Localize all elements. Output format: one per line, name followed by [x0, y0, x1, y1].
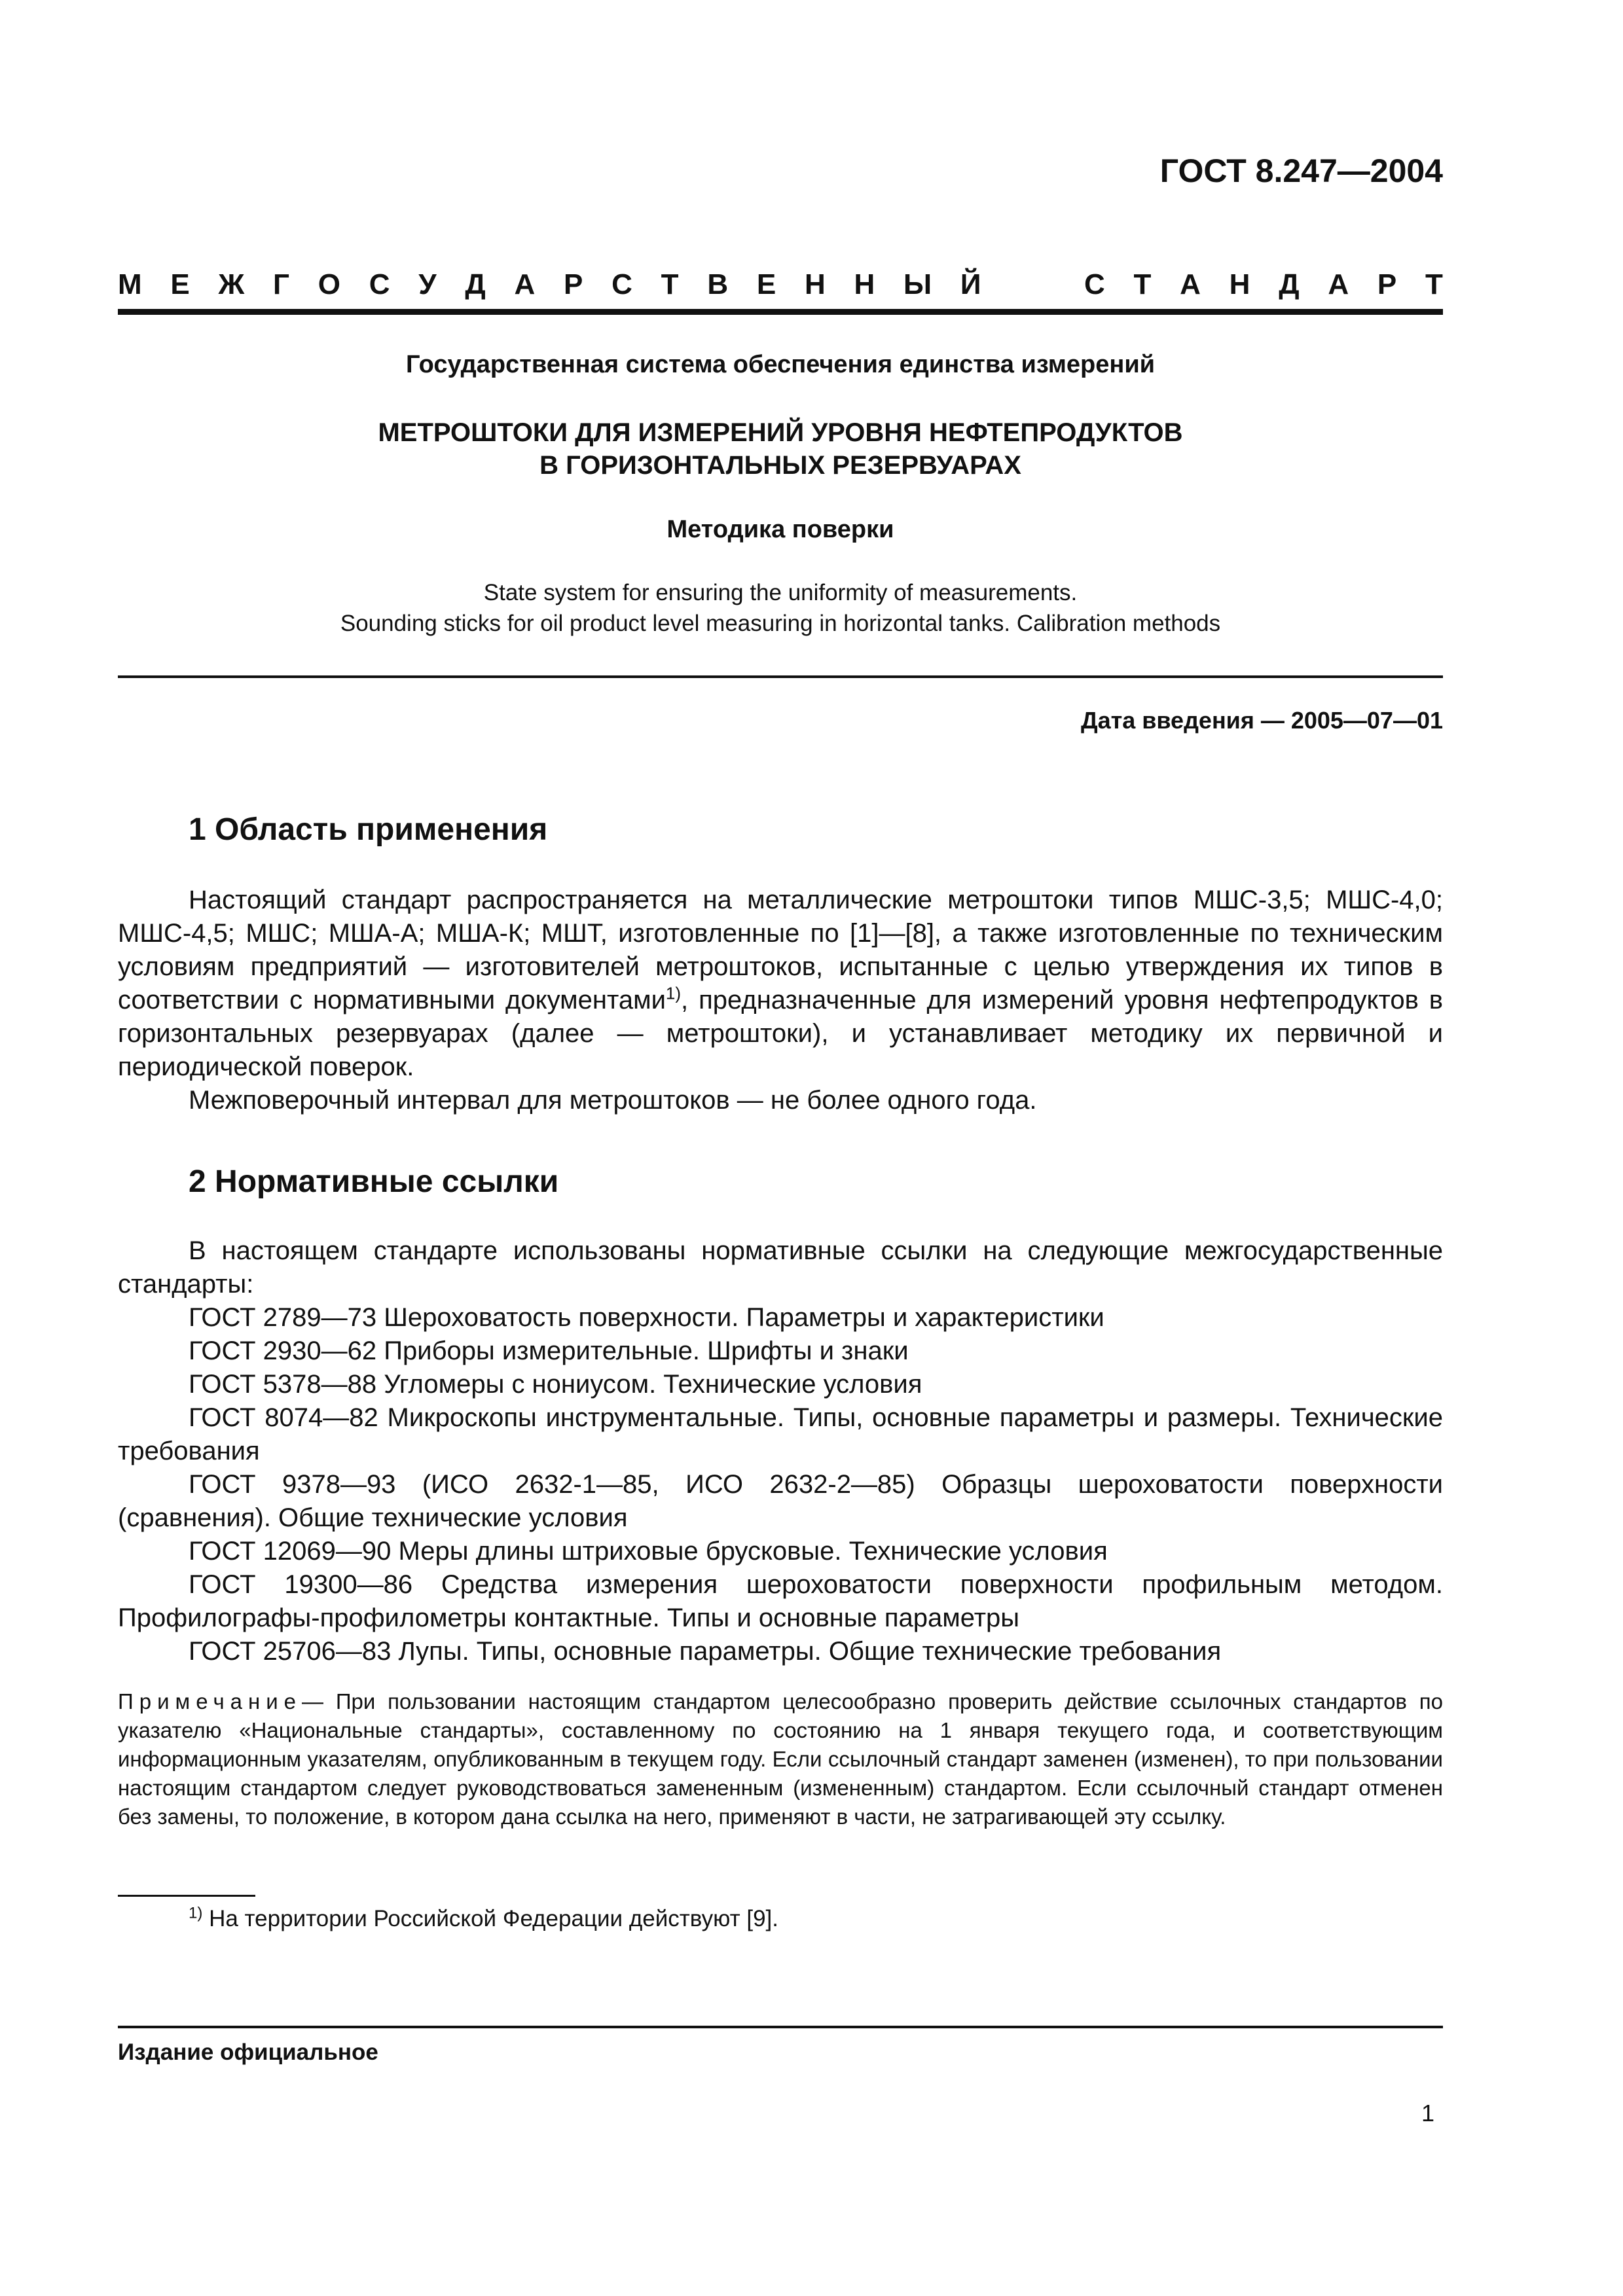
- banner-letter: А: [1180, 268, 1201, 300]
- banner-letter: С: [611, 268, 632, 300]
- reference-item: ГОСТ 19300—86 Средства измерения шероховатости поверхности профильным методом. Профилографы-профилометры контактные. Типы и основные параметры: [118, 1570, 1443, 1632]
- reference-item: ГОСТ 8074—82 Микроскопы инструментальные. Типы, основные параметры и размеры. Технические требования: [118, 1403, 1443, 1465]
- document-title: [118, 416, 1443, 482]
- banner-letter: Е: [170, 268, 190, 300]
- banner-letter: Р: [1377, 268, 1397, 300]
- footnote-text: На территории Российской Федерации действуют [9].: [202, 1906, 778, 1931]
- banner-letter: А: [1328, 268, 1349, 300]
- reference-item: ГОСТ 2789—73 Шероховатость поверхности. Параметры и характеристики: [189, 1303, 1104, 1332]
- paragraph: Межповерочный интервал для метроштоков — не более одного года.: [189, 1086, 1037, 1115]
- title-divider: [118, 675, 1443, 678]
- english-title-line: Sounding sticks for oil product level measuring in horizontal tanks. Calibration methods: [340, 611, 1221, 636]
- footnote: [189, 1905, 778, 1933]
- banner-letter: Н: [804, 268, 826, 300]
- banner-letter: Г: [273, 268, 289, 300]
- banner-word-gap: [1010, 268, 1055, 301]
- note-label: Примечание: [118, 1689, 302, 1713]
- note: [118, 1687, 1443, 1831]
- banner-letter: Н: [854, 268, 875, 300]
- paragraph: Настоящий стандарт распространяется на металлические метроштоки типов МШС-3,5; МШС-4,0; МШС-4,5; МШС; МША-А; МША-К; МШТ, изготовленные по [1]—[8], а также изготовленные по техническим условиям предприятий — изготовителей метроштоков, испытанные с целью утверждения их типов в соответствии с нормативными документами$^{1)}$, предназначенные для измерений уровня нефтепродуктов в горизонтальных резервуарах (далее — метроштоки), и устанавливает методику их первичной и периодической поверок.: [118, 886, 1443, 1081]
- section-heading: 2 Нормативные ссылки: [189, 1164, 559, 1199]
- banner-letter: Е: [756, 268, 776, 300]
- introduction-date: Дата введения — 2005—07—01: [1080, 707, 1443, 734]
- reference-item: ГОСТ 2930—62 Приборы измерительные. Шрифты и знаки: [189, 1336, 909, 1365]
- section-heading: 1 Область применения: [189, 812, 548, 847]
- banner-letter: А: [514, 268, 536, 300]
- header-divider: [118, 309, 1443, 315]
- gost-number: ГОСТ 8.247—2004: [1159, 152, 1443, 189]
- banner-letter: Р: [564, 268, 583, 300]
- banner-letter: С: [1084, 268, 1105, 300]
- banner-letter: Н: [1229, 268, 1250, 300]
- page-number: 1: [1421, 2100, 1434, 2126]
- system-title: Государственная система обеспечения единства измерений: [405, 351, 1156, 378]
- banner-letter: Й: [960, 268, 981, 300]
- footnote-mark: 1): [189, 1904, 203, 1922]
- banner-letter: Ж: [218, 268, 245, 300]
- reference-item: ГОСТ 5378—88 Угломеры с нониусом. Технические условия: [189, 1370, 922, 1399]
- reference-item: ГОСТ 12069—90 Меры длины штриховые брусковые. Технические условия: [189, 1537, 1108, 1566]
- banner-letter: Д: [465, 268, 486, 300]
- banner-letter: Т: [661, 268, 679, 300]
- footer-divider: [118, 2026, 1443, 2028]
- interstate-standard-banner: [118, 268, 1443, 301]
- paragraph: В настоящем стандарте использованы нормативные ссылки на следующие межгосударственные стандарты:: [118, 1236, 1443, 1299]
- banner-letter: Т: [1133, 268, 1152, 300]
- document-subtitle: Методика поверки: [666, 516, 894, 543]
- banner-letter: У: [418, 268, 437, 300]
- title-line: В ГОРИЗОНТАЛЬНЫХ РЕЗЕРВУАРАХ: [539, 451, 1021, 480]
- banner-letter: О: [318, 268, 340, 300]
- title-line: МЕТРОШТОКИ ДЛЯ ИЗМЕРЕНИЙ УРОВНЯ НЕФТЕПРОДУКТОВ: [378, 418, 1183, 447]
- section-1-body: [118, 884, 1443, 1117]
- banner-letter: С: [369, 268, 390, 300]
- note-text: — При пользовании настоящим стандартом целесообразно проверить действие ссылочных стандартов по указателю «Национальные стандарты», составленному по состоянию на 1 января текущего года, и соответствующим информационным указателям, опубликованным в текущем году. Если ссылочный стандарт заменен (изменен), то при пользовании настоящим стандартом следует руководствоваться замененным (измененным) стандартом. Если ссылочный стандарт отменен без замены, то положение, в котором дана ссылка на него, применяют в части, не затрагивающей эту ссылку.: [118, 1689, 1443, 1829]
- section-2-body: [118, 1234, 1443, 1668]
- footnote-divider: [118, 1895, 255, 1897]
- english-title: [118, 577, 1443, 639]
- reference-item: ГОСТ 25706—83 Лупы. Типы, основные параметры. Общие технические требования: [189, 1637, 1222, 1666]
- banner-letter: Ы: [903, 268, 932, 300]
- footnote-reference[interactable]: 1): [665, 983, 682, 1003]
- english-title-line: State system for ensuring the uniformity of measurements.: [483, 580, 1078, 605]
- banner-letter: Д: [1279, 268, 1300, 300]
- edition-label: Издание официальное: [118, 2039, 378, 2065]
- banner-letter: М: [118, 268, 142, 300]
- banner-letter: В: [707, 268, 729, 300]
- banner-letter: Т: [1425, 268, 1443, 300]
- reference-item: ГОСТ 9378—93 (ИСО 2632-1—85, ИСО 2632-2—85) Образцы шероховатости поверхности (сравнения). Общие технические условия: [118, 1470, 1443, 1532]
